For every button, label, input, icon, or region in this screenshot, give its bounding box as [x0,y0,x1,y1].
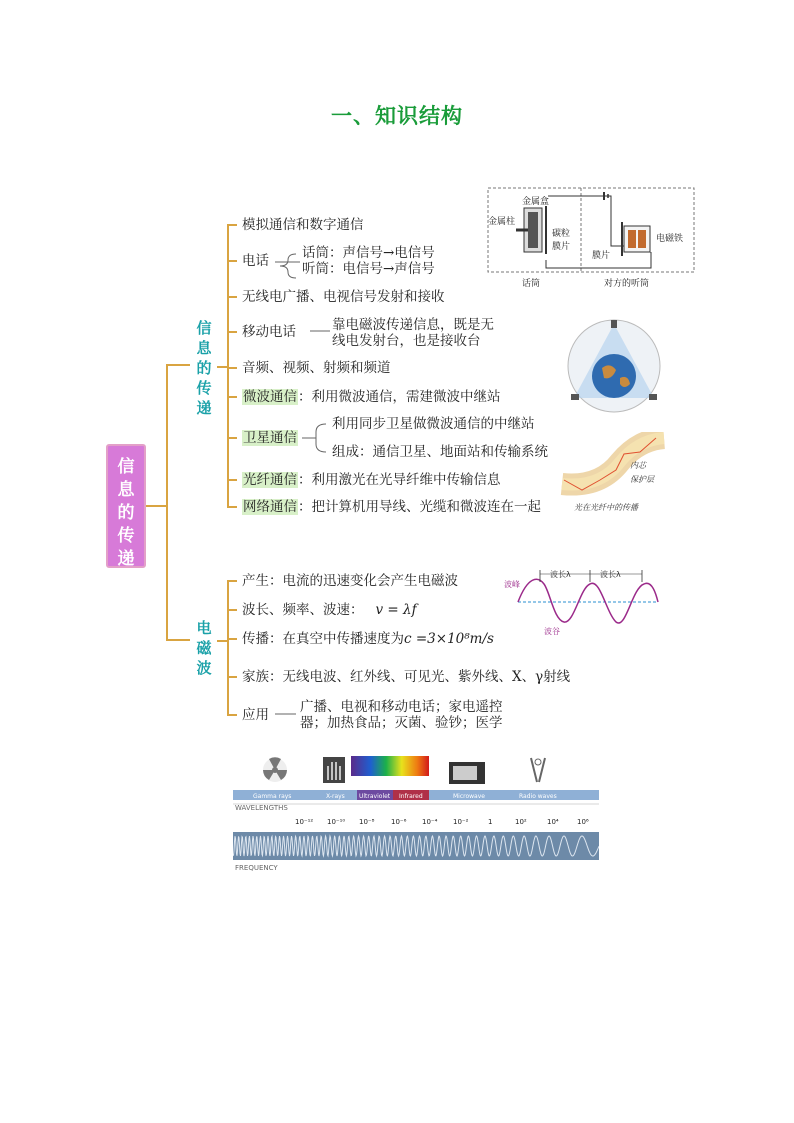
em-spectrum-diagram [233,752,599,874]
item-em-family: 家族：无线电波、红外线、可见光、紫外线、X、γ射线 [242,669,571,685]
branch-char: 磁 [196,639,212,657]
branch-em-waves [194,618,214,678]
root-char: 息 [117,480,135,500]
wavelengths-label: WAVELENGTHS [235,804,288,812]
em-spectrum-graphic [233,752,599,874]
highlight-microwave: 微波通信 [243,389,297,405]
item-satellite-parts: 组成：通信卫星、地面站和传输系统 [332,444,548,460]
telephone-diagram [486,186,696,292]
speed-label: 传播：在真空中传播速度为 [242,631,404,647]
optical-fiber-diagram [560,432,666,516]
item-analog-digital: 模拟通信和数字通信 [242,217,364,233]
branch-char: 递 [196,399,212,417]
tick-label: 10⁻¹⁰ [327,818,346,826]
visible-spectrum-bar [351,756,429,776]
label-crest: 波峰 [504,580,520,589]
item-mobile-desc-1: 靠电磁波传递信息，既是无 [332,317,494,333]
item-applications-desc-2: 器；加热食品；灭菌、验钞；医学 [300,715,503,731]
label-metal-box: 金属盒 [522,197,550,207]
item-mobile: 移动电话 [242,324,296,340]
satellite-globe-illustration [566,318,662,414]
label-trough: 波谷 [544,627,560,636]
band-xray: X-rays [326,793,345,800]
item-phone-mic: 话筒：声信号→电信号 [302,245,435,261]
root-char: 传 [117,526,135,546]
label-membrane: 膜片 [552,242,571,252]
item-bands: 音频、视频、射频和频道 [242,360,391,376]
item-applications-desc-1: 广播、电视和移动电话；家电遥控 [300,699,503,715]
band-microwave: Microwave [453,793,485,800]
fiber-desc: ：利用激光在光导纤维中传输信息 [298,472,501,488]
item-em-applications: 应用 [242,707,269,723]
tick-label: 10² [515,818,527,826]
item-fiber [242,471,501,489]
frequency-label: FREQUENCY [235,864,278,872]
tick-label: 1 [488,818,493,826]
band-ultraviolet: Ultraviolet [359,793,391,800]
branch-char: 息 [196,339,212,357]
label-core: 内芯 [630,461,646,470]
tick-label: 10⁶ [577,818,589,826]
item-broadcast: 无线电广播、电视信号发射和接收 [242,289,445,305]
speed-formula: c =3×10⁸m/s [404,631,494,647]
item-satellite-relay: 利用同步卫星做微波通信的中继站 [332,416,535,432]
branch-char: 信 [196,319,212,337]
branch-char: 传 [196,379,212,397]
highlight-satellite: 卫星通信 [243,430,297,446]
caption-mic: 话筒 [522,279,541,289]
item-phone-earpiece: 听筒：电信号→声信号 [302,261,435,277]
wave-diagram [504,564,660,636]
caption-fiber: 光在光纤中的传播 [574,503,638,512]
wave-formula: v = λf [375,602,417,618]
tick-label: 10⁻¹² [295,818,314,826]
label-metal-col: 金属柱 [488,217,516,227]
root-char: 的 [117,503,135,523]
tick-label: 10⁻² [453,818,469,826]
branch-char: 的 [196,359,212,377]
band-gamma: Gamma rays [253,793,292,800]
label-wavelength-1: 波长λ [550,570,571,579]
tick-label: 10⁴ [547,818,559,826]
root-char: 信 [117,457,135,477]
microwave-desc: ：利用微波通信，需建微波中继站 [298,389,501,405]
tick-label: 10⁻⁶ [391,818,407,826]
item-wave-params [242,601,417,619]
radiation-icon [263,757,287,782]
item-phone: 电话 [242,253,269,269]
item-satellite [242,429,298,447]
label-wavelength-2: 波长λ [600,570,621,579]
branch-info-transmission [194,318,214,418]
microwave-oven-icon [449,762,485,784]
item-em-origin: 产生：电流的迅速变化会产生电磁波 [242,573,458,589]
caption-earpiece: 对方的听筒 [604,279,650,289]
label-membrane-2: 膜片 [592,251,611,261]
tick-label: 10⁻⁴ [422,818,438,826]
antenna-icon [531,758,545,782]
wave-params-label: 波长、频率、波速： [242,602,364,618]
highlight-network: 网络通信 [243,499,297,515]
item-em-speed [242,630,494,648]
label-electromagnet: 电磁铁 [656,234,684,244]
page-title: 一、知识结构 [331,104,463,128]
root-char: 递 [117,549,135,569]
branch-char: 波 [196,659,212,677]
label-carbon: 碳粒 [552,229,571,239]
tick-label: 10⁻⁸ [359,818,375,826]
item-mobile-desc-2: 线电发射台，也是接收台 [332,333,481,349]
item-microwave [242,388,501,406]
label-cladding: 保护层 [630,475,654,484]
item-network [242,498,541,516]
branch-char: 电 [196,619,212,637]
network-desc: ：把计算机用导线、光缆和微波连在一起 [298,499,541,515]
xray-hand-icon [323,757,345,783]
band-radio: Radio waves [519,793,557,800]
highlight-fiber: 光纤通信 [243,472,297,488]
band-infrared: Infrared [399,793,423,800]
